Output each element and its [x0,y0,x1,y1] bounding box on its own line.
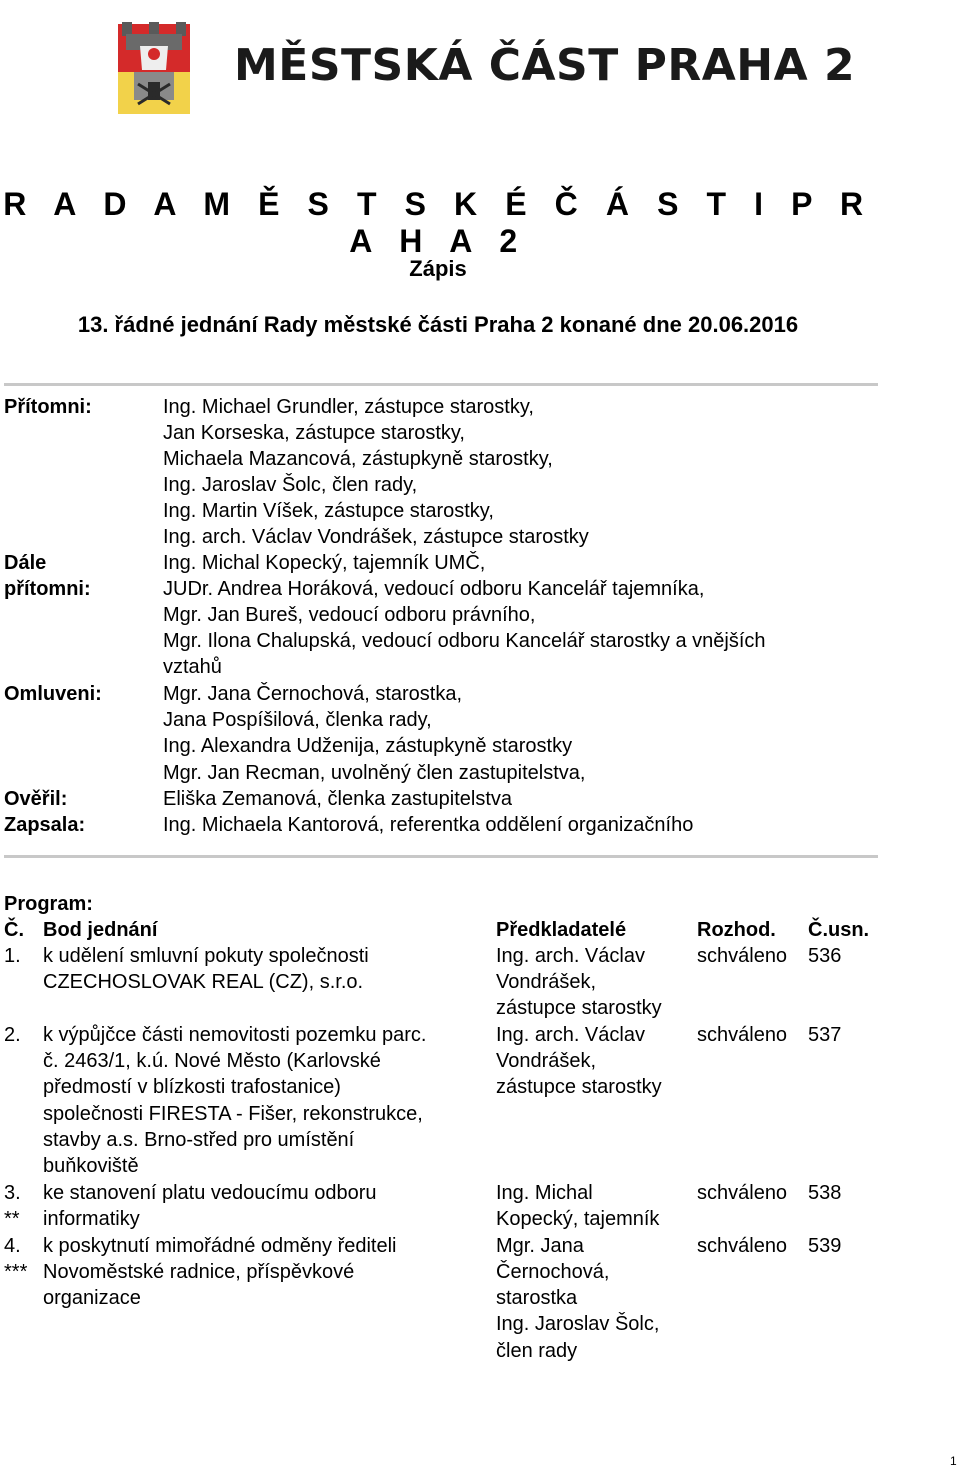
attendee-line: Ing. Alexandra Udženija, zástupkyně starostky [163,735,573,757]
column-header-decision: Rozhod. [697,919,776,941]
row-4-item: Novoměstské radnice, příspěvkové [43,1261,355,1283]
attendee-line: Eliška Zemanová, členka zastupitelstva [163,788,513,810]
column-header-number: Č. [4,919,24,941]
row-3-resolution: 538 [808,1182,842,1204]
prague-2-coat-of-arms [116,22,192,116]
attendee-line: Ing. Jaroslav Šolc, člen rady, [163,474,418,496]
label-also-present: Dále [4,552,47,574]
label-present: Přítomni: [4,396,92,418]
attendee-line: vztahů [163,656,222,678]
row-2-presenter: zástupce starostky [496,1076,662,1098]
row-2-number: 2. [4,1024,21,1046]
row-4-presenter: Mgr. Jana [496,1235,584,1257]
label-verified: Ověřil: [4,788,68,810]
divider-bottom [4,855,878,858]
label-recorded: Zapsala: [4,814,86,836]
row-2-item: předmostí v blízkosti trafostanice) [43,1076,341,1098]
row-3-item: ke stanovení platu vedoucímu odboru [43,1182,377,1204]
row-2-item: č. 2463/1, k.ú. Nové Město (Karlovské [43,1050,381,1072]
row-2-presenter: Ing. arch. Václav [496,1024,645,1046]
attendee-line: Jana Pospíšilová, členka rady, [163,709,432,731]
council-title: R A D A M Ě S T S K É Č Á S T I P R A H A 2 [3,186,873,259]
attendee-line: Jan Korseska, zástupce starostky, [163,422,465,444]
logo-text: MĚSTSKÁ ČÁST PRAHA 2 [234,40,856,91]
row-1-number: 1. [4,945,21,967]
doc-title: Zápis [409,256,467,281]
attendee-line: Michaela Mazancová, zástupkyně starostky, [163,448,553,470]
row-2-presenter: Vondrášek, [496,1050,597,1072]
row-3-item: informatiky [43,1208,140,1230]
program-heading: Program: [4,893,93,915]
attendee-line: Mgr. Jana Černochová, starostka, [163,683,463,705]
attendee-line: JUDr. Andrea Horáková, vedoucí odboru Kancelář tajemníka, [163,578,705,600]
row-1-item: CZECHOSLOVAK REAL (CZ), s.r.o. [43,971,364,993]
attendee-line: Ing. Michal Kopecký, tajemník UMČ, [163,552,486,574]
label-excused: Omluveni: [4,683,102,705]
row-3-presenter: Ing. Michal [496,1182,593,1204]
row-3-number: 3. [4,1182,21,1204]
row-1-presenter: Ing. arch. Václav [496,945,645,967]
row-4-item: organizace [43,1287,141,1309]
attendee-line: Mgr. Jan Bureš, vedoucí odboru právního, [163,604,536,626]
row-1-decision: schváleno [697,945,788,967]
meeting-title: 13. řádné jednání Rady městské části Praha 2 konané dne 20.06.2016 [77,312,799,337]
attendee-line: Ing. Michael Grundler, zástupce starostky, [163,396,534,418]
row-4-presenter: Černochová, [496,1261,610,1283]
row-2-item: stavby a.s. Brno-střed pro umístění [43,1129,355,1151]
row-1-item: k udělení smluvní pokuty společnosti [43,945,369,967]
row-2-item: společnosti FIRESTA - Fišer, rekonstrukce, [43,1103,423,1125]
attendee-line: Ing. arch. Václav Vondrášek, zástupce starostky [163,526,589,548]
attendee-line: Ing. Michaela Kantorová, referentka oddělení organizačního [163,814,694,836]
row-3-presenter: Kopecký, tajemník [496,1208,660,1230]
page-number: 1 [950,1454,957,1468]
row-4-resolution: 539 [808,1235,842,1257]
row-4-number: 4. [4,1235,21,1257]
row-2-decision: schváleno [697,1024,788,1046]
row-4-item: k poskytnutí mimořádné odměny řediteli [43,1235,397,1257]
row-2-item: k výpůjčce části nemovitosti pozemku parc. [43,1024,427,1046]
row-1-presenter: zástupce starostky [496,997,662,1019]
divider-top [4,383,878,386]
row-4-marker: *** [4,1261,28,1283]
row-1-presenter: Vondrášek, [496,971,597,993]
column-header-presenters: Předkladatelé [496,919,627,941]
attendee-line: Mgr. Ilona Chalupská, vedoucí odboru Kancelář starostky a vnějších [163,630,766,652]
row-4-presenter: Ing. Jaroslav Šolc, [496,1313,660,1335]
row-2-item: buňkoviště [43,1155,139,1177]
row-4-presenter: starostka [496,1287,578,1309]
attendee-line: Mgr. Jan Recman, uvolněný člen zastupitelstva, [163,762,586,784]
row-4-presenter: člen rady [496,1340,578,1362]
attendee-line: Ing. Martin Víšek, zástupce starostky, [163,500,494,522]
row-3-decision: schváleno [697,1182,788,1204]
column-header-item: Bod jednání [43,919,158,941]
column-header-resolution: Č.usn. [808,919,870,941]
label-also-present-2: přítomni: [4,578,91,600]
row-2-resolution: 537 [808,1024,842,1046]
row-4-decision: schváleno [697,1235,788,1257]
row-3-marker: ** [4,1208,20,1230]
row-1-resolution: 536 [808,945,842,967]
